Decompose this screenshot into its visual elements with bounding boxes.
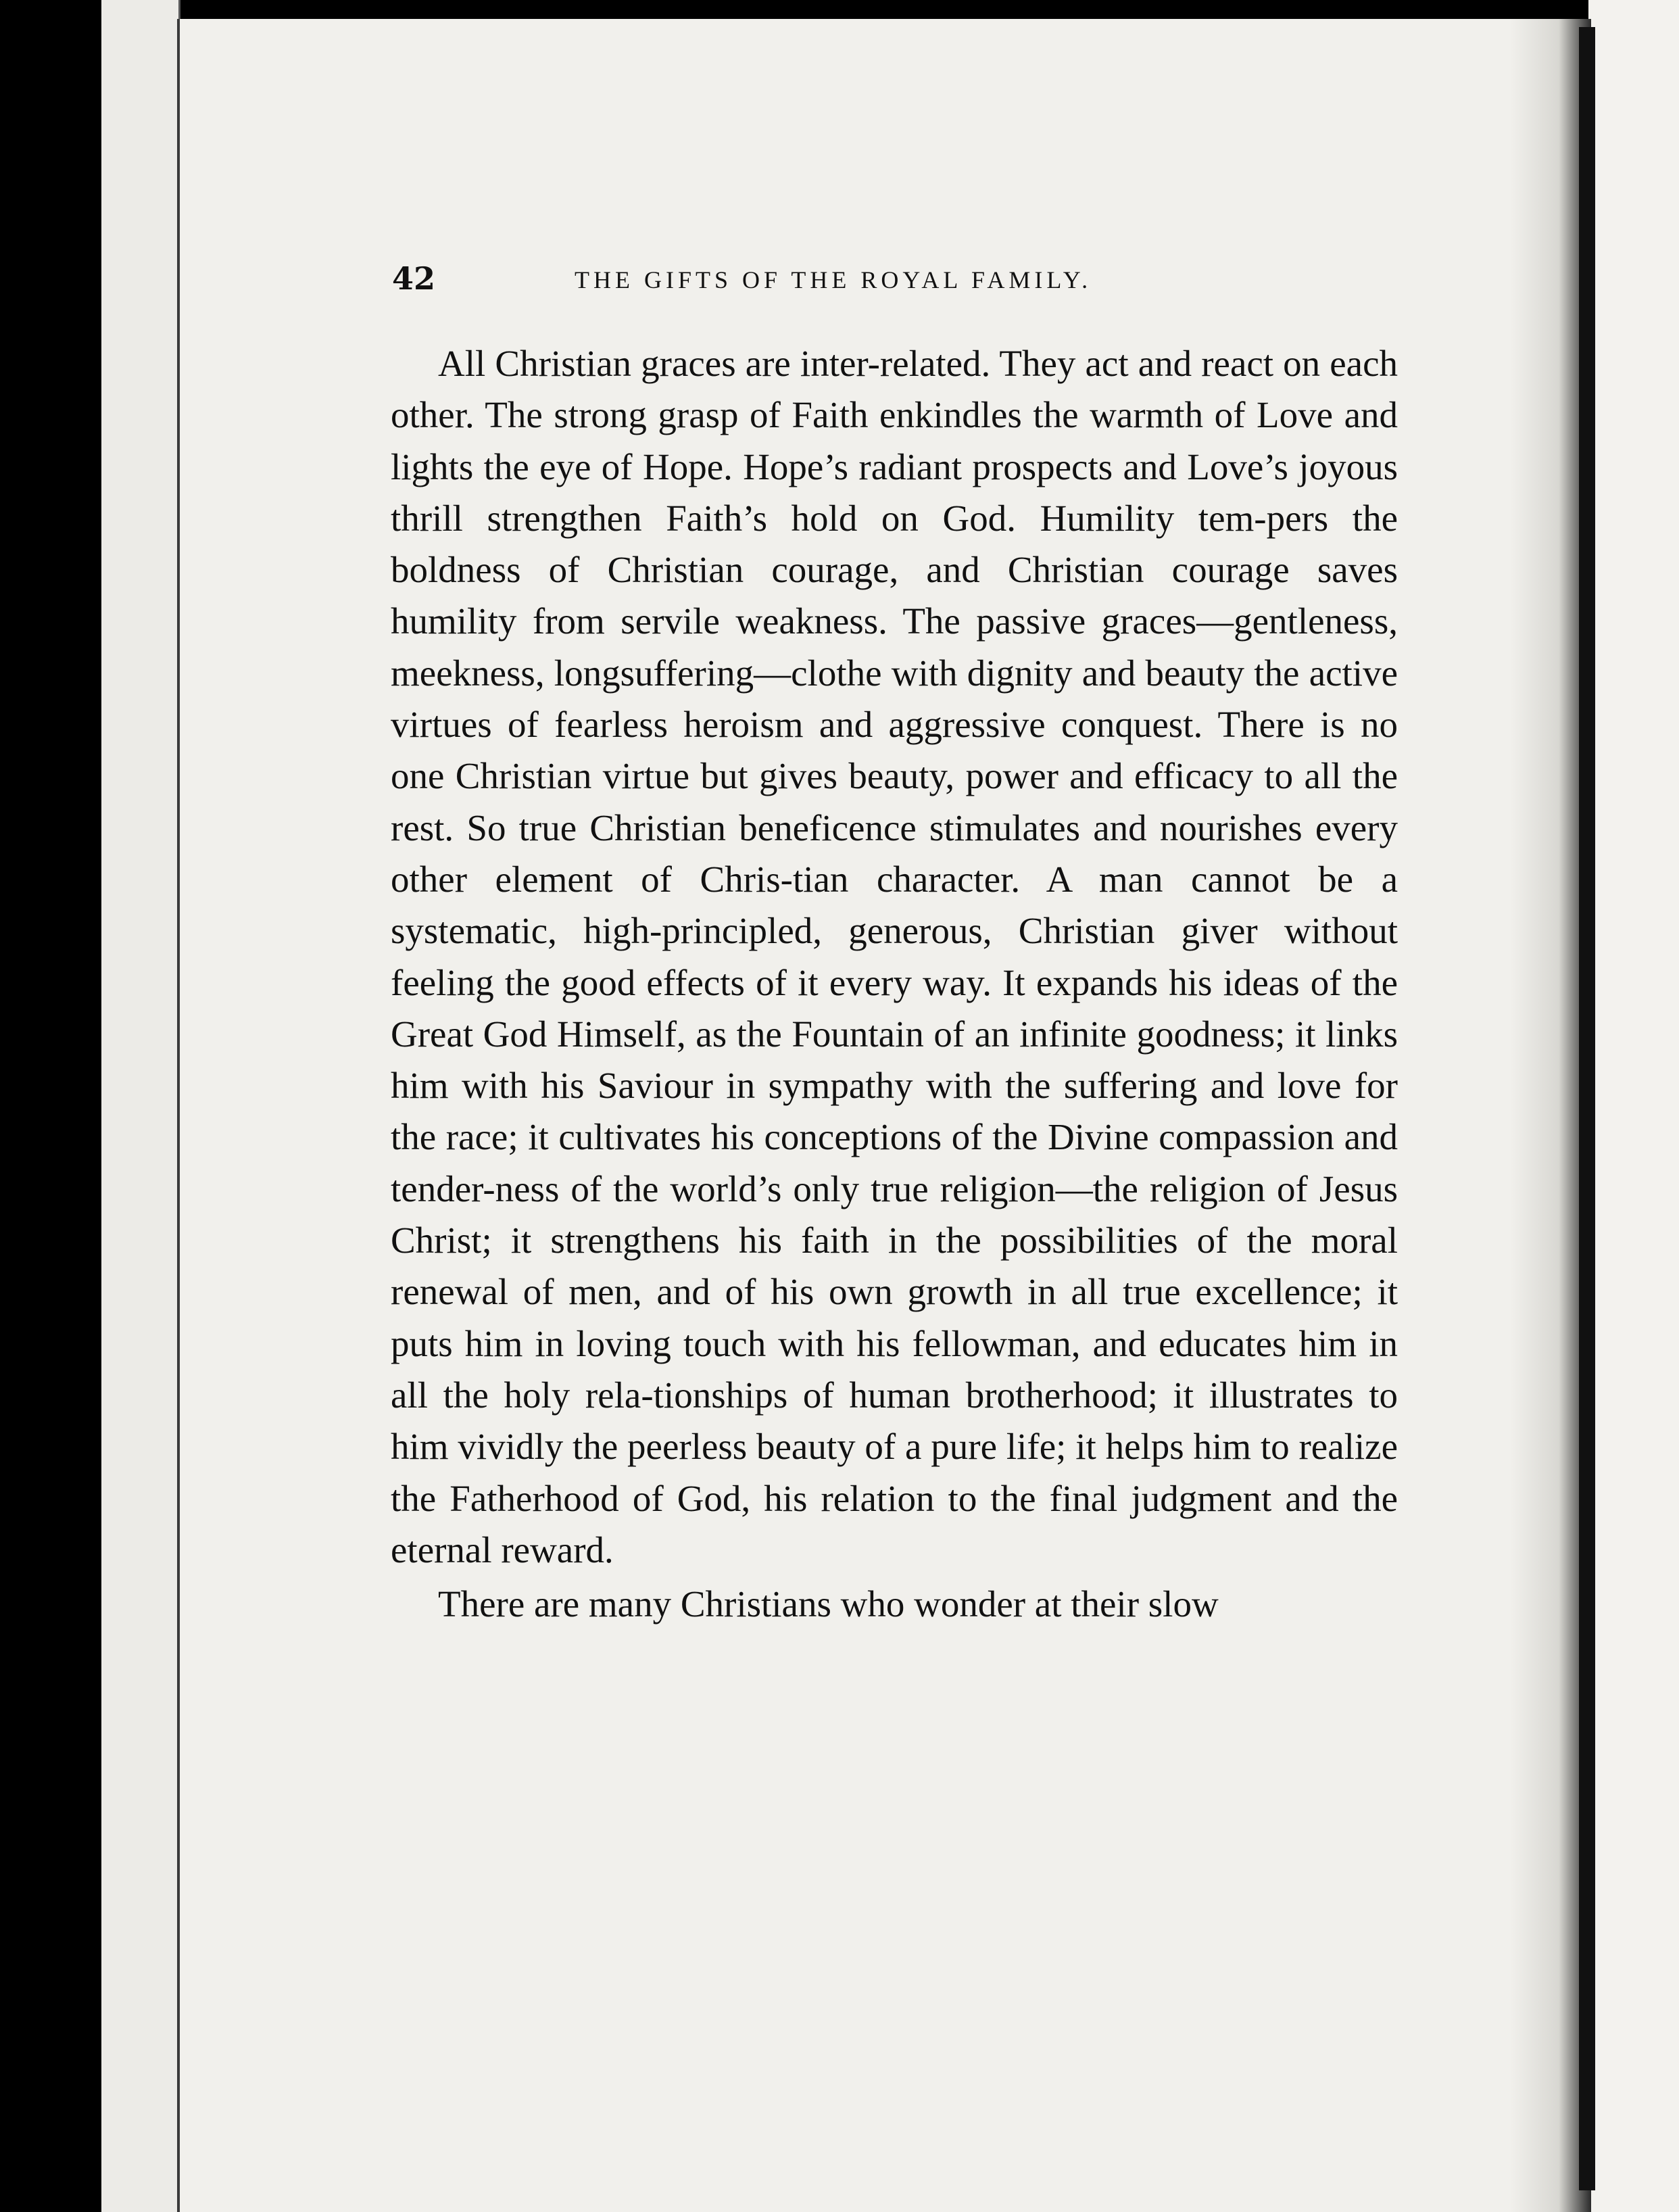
facing-page-edge: [1588, 0, 1679, 2212]
running-head: [392, 260, 1406, 301]
page-number: 42: [392, 260, 436, 297]
page-header-title: THE GIFTS OF THE ROYAL FAMILY.: [575, 266, 1092, 293]
page-edge: [142, 0, 163, 2212]
page-edge: [122, 0, 144, 2212]
binding-shadow: [1579, 27, 1595, 2190]
body-text: [391, 338, 1398, 1630]
paragraph: There are many Christians who wonder at their slow: [438, 1583, 1219, 1625]
paragraph: All Christian graces are inter-related. They act and react on each other. The strong grasp of Faith enkindles the warmth of Love and lights the eye of Hope. Hope’s radiant prospects and Love’s joyous thrill strengthen Faith’s hold on God. Humility tem-pers the boldness of Christian courage, and Christian courage saves humility from servile weakness. The passive graces—gentleness, meekness, longsuffering—clothe with dignity and beauty the active virtues of fearless heroism and aggressive conquest. There is no one Christian virtue but gives beauty, power and efficacy to all the rest. So true Christian beneficence stimulates and nourishes every other element of Chris-tian character. A man cannot be a systematic, high-principled, generous, Christian giver without feeling the good effects of it every way. It expands his ideas of the Great God Himself, as the Fountain of an infinite goodness; it links him with his Saviour in sympathy with the suffering and love for the race; it cultivates his conceptions of the Divine compassion and tender-ness of the world’s only true religion—the religion of Jesus Christ; it strengthens his faith in the possibilities of the moral renewal of men, and of his own growth in all true excellence; it puts him in loving touch with his fellowman, and educates him in all the holy rela-tionships of human brotherhood; it illustrates to him vividly the peerless beauty of a pure life; it helps him to realize the Fatherhood of God, his relation to the final judgment and the eternal reward.: [391, 343, 1398, 1570]
page-edge: [101, 0, 124, 2212]
